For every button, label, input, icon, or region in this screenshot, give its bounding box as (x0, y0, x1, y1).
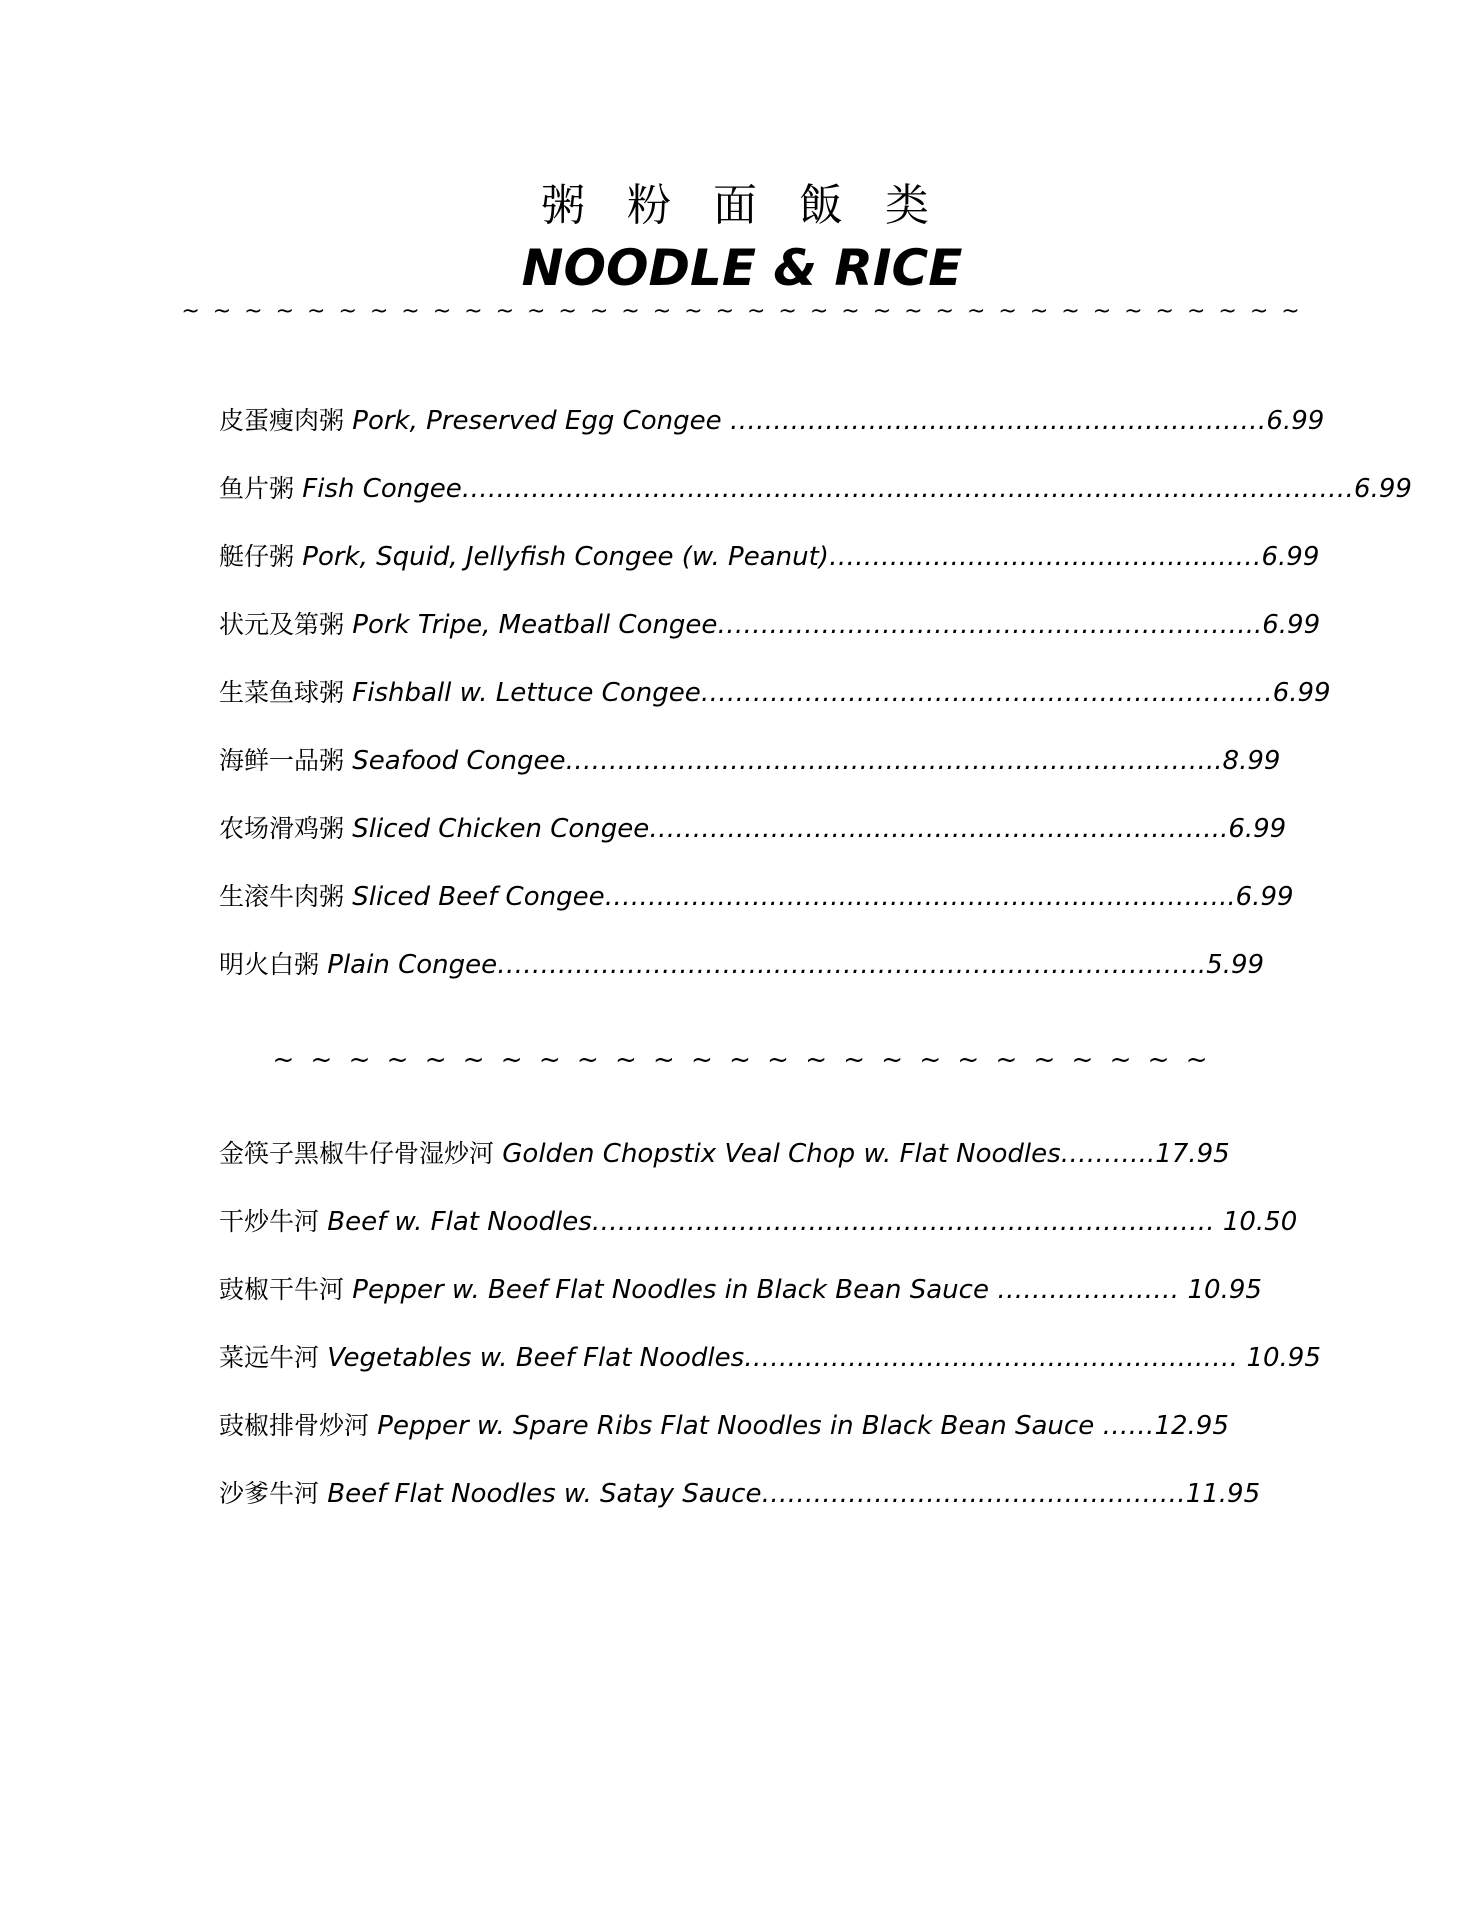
item-name-english-price: Pork, Squid, Jellyfish Congee (w. Peanut)……………………………………..……6.99 (302, 542, 1320, 572)
menu-item (219, 1402, 1264, 1470)
item-name-chinese: 豉椒干牛河 (219, 1275, 345, 1304)
item-name-english-price: Sliced Chicken Congee……………………..…………………………………..6.99 (352, 814, 1287, 844)
section-title-chinese: 粥 粉 面 飯 类 (541, 180, 943, 231)
item-name-english-price: Sliced Beef Congee………………………..……………………………………..6.99 (352, 882, 1294, 912)
item-name-chinese: 鱼片粥 (219, 474, 295, 503)
item-name-english-price: Beef w. Flat Noodles…………………………………………………………..…. 10.50 (327, 1207, 1298, 1237)
noodle-menu-list (219, 1130, 1321, 1538)
item-name-english-price: Vegetables w. Beef Flat Noodles………………………………………………… 10.95 (327, 1343, 1321, 1373)
section-title-english: NOODLE & RICE (521, 239, 963, 297)
item-name-chinese: 状元及第粥 (219, 610, 345, 639)
item-name-english-price: Golden Chopstix Veal Chop w. Flat Noodles………..17.95 (502, 1139, 1230, 1169)
menu-item (219, 669, 1331, 737)
menu-item (219, 465, 1412, 533)
item-name-chinese: 明火白粥 (219, 950, 320, 979)
menu-item (219, 737, 1281, 805)
menu-item (219, 941, 1264, 1009)
item-name-chinese: 豉椒排骨炒河 (219, 1411, 370, 1440)
item-name-english-price: Fish Congee……………………………………………………………………….…………………6.99 (302, 474, 1412, 504)
menu-item (219, 397, 1325, 465)
menu-item (219, 1334, 1321, 1402)
menu-item (219, 1266, 1264, 1334)
menu-item (219, 1198, 1298, 1266)
menu-item (219, 1130, 1264, 1198)
menu-item (219, 805, 1287, 873)
item-name-english-price: Pepper w. Spare Ribs Flat Noodles in Black Bean Sauce ……12.95 (377, 1411, 1229, 1441)
item-name-english-price: Plain Congee…………………………..…………………………………………..5.99 (327, 950, 1265, 980)
item-name-chinese: 菜远牛河 (219, 1343, 320, 1372)
item-name-chinese: 生滚牛肉粥 (219, 882, 345, 911)
item-name-chinese: 沙爹牛河 (219, 1479, 320, 1508)
menu-item (219, 1470, 1264, 1538)
item-name-chinese: 皮蛋瘦肉粥 (219, 406, 345, 435)
menu-item (219, 601, 1321, 669)
item-name-english-price: Fishball w. Lettuce Congee…………………………………………………………6.99 (352, 678, 1331, 708)
menu-item (219, 533, 1320, 601)
item-name-chinese: 金筷子黑椒牛仔骨湿炒河 (219, 1139, 495, 1168)
item-name-english-price: Pepper w. Beef Flat Noodles in Black Bean Sauce ………………… 10.95 (352, 1275, 1262, 1305)
item-name-chinese: 海鲜一品粥 (219, 746, 345, 775)
tilde-divider-middle: ~ ~ ~ ~ ~ ~ ~ ~ ~ ~ ~ ~ ~ ~ ~ ~ ~ ~ ~ ~ ~ ~ ~ ~ ~ (272, 1045, 1212, 1075)
congee-menu-list (219, 397, 1412, 1009)
item-name-english-price: Beef Flat Noodles w. Satay Sauce…………………….……………………11.95 (327, 1479, 1261, 1509)
item-name-chinese: 干炒牛河 (219, 1207, 320, 1236)
item-name-chinese: 生菜鱼球粥 (219, 678, 345, 707)
item-name-chinese: 农场滑鸡粥 (219, 814, 345, 843)
item-name-chinese: 艇仔粥 (219, 542, 295, 571)
tilde-divider-top: ~ ~ ~ ~ ~ ~ ~ ~ ~ ~ ~ ~ ~ ~ ~ ~ ~ ~ ~ ~ ~ ~ ~ ~ ~ ~ ~ ~ ~ ~ ~ ~ ~ ~ ~ ~ (181, 299, 1303, 324)
menu-item (219, 873, 1294, 941)
item-name-english-price: Pork, Preserved Egg Congee ……………………….……….……………………6.99 (352, 406, 1325, 436)
item-name-english-price: Seafood Congee…………………………..……………………………………..8.99 (352, 746, 1281, 776)
item-name-english-price: Pork Tripe, Meatball Congee………………………………….…………………..6.99 (352, 610, 1321, 640)
